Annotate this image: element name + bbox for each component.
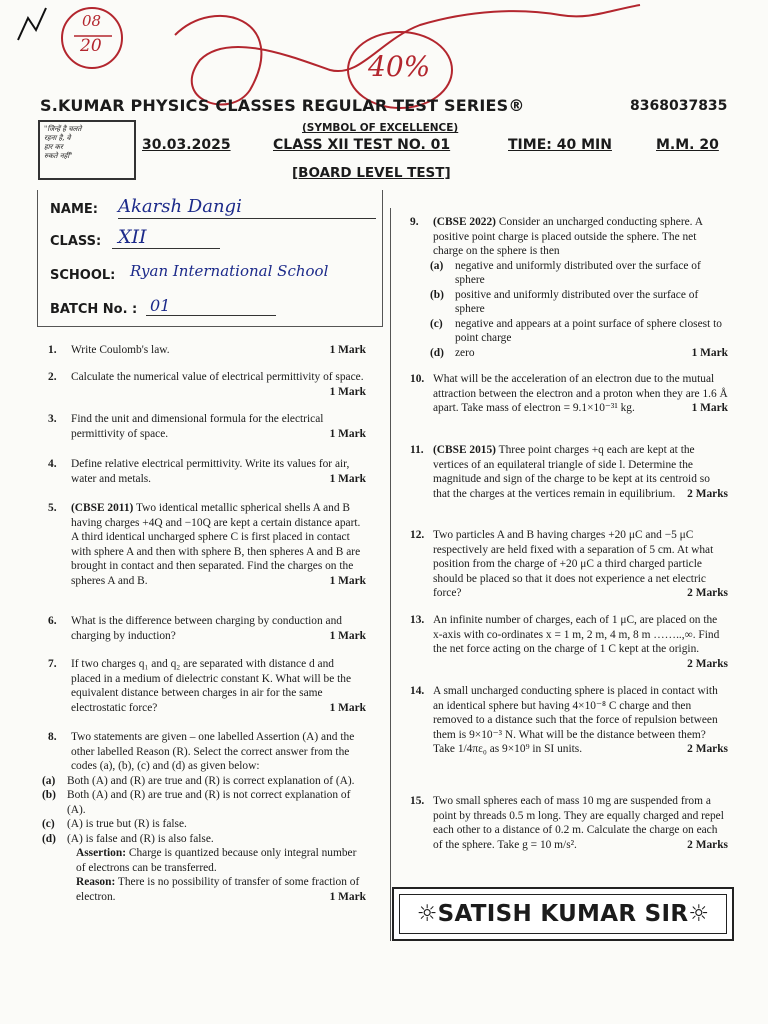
- student-school: Ryan International School: [130, 262, 329, 280]
- question-10: 10. What will be the acceleration of an electron due to the mutual attraction between the electron and a proton when they are 1.6 Å apart. Take mass of electron = 9.1×10⁻³¹ kg. 1 Mark: [410, 373, 728, 414]
- batch-label: BATCH No. :: [50, 302, 138, 317]
- batch-line: [146, 315, 276, 316]
- q8-option-d: (d) (A) is false and (R) is also false.: [42, 832, 214, 845]
- q8-option-a: (a) Both (A) and (R) are true and (R) is correct explanation of (A).: [42, 774, 355, 787]
- question-8: 8. Two statements are given – one labelled Assertion (A) and the other labelled Reason (R). Select the correct answer from the codes (a), (b), (c) and (d) as given below: (a) Both (A) and (R) are true and (R) is correct explanation of (A). (b) Both (A) and (R) are true and (R) is not correct explanation of (A). (c) (A) is true but (R) is false. (d) (A) is false and (R) is also false. Assertion: Charge is quantized because only integral number of electrons can be transferred. Reason: There is no possibility of transfer of some fraction of electron. 1 Mark: [42, 731, 366, 903]
- column-divider: [390, 208, 391, 941]
- max-marks: M.M. 20: [656, 137, 719, 153]
- class-label: CLASS:: [50, 234, 102, 249]
- question-11: 11. (CBSE 2015) Three point charges +q each are kept at the vertices of an equilateral triangle of side l. Determine the magnitude and sign of the charge to be kept at its centroid so that the charges at the vertices remain in equilibrium. 2 Marks: [410, 444, 728, 500]
- question-13: 13. An infinite number of charges, each of 1 μC, are placed on the x-axis with co-ordinates x = 1 m, 2 m, 4 m, 8 m ……..,∞. Find the net force acting on the charge of 1 C kept at the origin. 2 Marks: [410, 614, 728, 670]
- class-line: [112, 248, 220, 249]
- name-line: [118, 218, 376, 219]
- q8-option-b: (b) Both (A) and (R) are true and (R) is not correct explanation of (A).: [42, 789, 351, 816]
- student-name: Akarsh Dangi: [118, 196, 242, 217]
- q9-option-a: (a) negative and uniformly distributed over the surface of sphere: [430, 259, 701, 286]
- question-5: 5. (CBSE 2011) Two identical metallic spherical shells A and B having charges +4Q and −10Q are kept a certain distance apart. A third identical uncharged sphere C is first placed in contact with sphere A and then with sphere B, then spheres A and B are brought in contact and then separated. Find the charges on the spheres A and B. 1 Mark: [48, 502, 366, 587]
- test-date: 30.03.2025: [142, 137, 231, 153]
- question-6: 6. What is the difference between charging by conduction and charging by induction? 1 Mark: [48, 615, 366, 642]
- teacher-stamp: [392, 887, 734, 941]
- board-level-label: [BOARD LEVEL TEST]: [292, 165, 451, 181]
- test-number: CLASS XII TEST NO. 01: [273, 137, 451, 153]
- header-phone: 8368037835: [630, 98, 728, 114]
- score-obtained: 08: [82, 12, 102, 30]
- header-title: S.KUMAR PHYSICS CLASSES REGULAR TEST SERIES®: [40, 96, 525, 115]
- name-label: NAME:: [50, 202, 98, 217]
- question-9: 9. (CBSE 2022) Consider an uncharged conducting sphere. A positive point charge is placed outside the sphere. The net charge on the sphere is then (a) negative and uniformly distributed over the surface of sphere (b) positive and uniformly distributed over the surface of sphere (c) negative and appears at a point surface of sphere closest to point charge (d) zero 1 Mark: [410, 216, 728, 359]
- question-15: 15. Two small spheres each of mass 10 mg are suspended from a point by threads 0.5 m long. They are equally charged and repel each other to a distance of 0.2 m. Calculate the charge on each of the sphere. Take g = 10 m/s². 2 Marks: [410, 795, 728, 851]
- question-1: 1. 1 Mark Write Coulomb's law.: [48, 344, 366, 356]
- question-4: 4. Define relative electrical permittivity. Write its values for air, water and metals. 1 Mark: [48, 458, 366, 485]
- q9-option-d: (d) zero 1 Mark: [430, 346, 728, 359]
- percent-score: 40%: [368, 50, 431, 83]
- student-class: XII: [118, 226, 147, 248]
- question-12: 12. Two particles A and B having charges +20 μC and −5 μC respectively are held fixed with a separation of 5 cm. At what position from the charge of +20 μC a third charged particle should be placed so that it does not experience a net electric force? 2 Marks: [410, 529, 728, 599]
- question-7: 7. If two charges q₁ and q₂ are separated with distance d and placed in a medium of dielectric constant K. What will be the equivalent distance between charges in air for the same electrostatic force? 1 Mark: [48, 658, 366, 714]
- stamp-text: ☼SATISH KUMAR SIR☼: [399, 894, 727, 934]
- score-total: 20: [80, 36, 102, 56]
- motto-logo: "जिन्हें है चलते रहना है, वे हार कर रुकते नहीं": [38, 120, 136, 180]
- school-label: SCHOOL:: [50, 268, 116, 283]
- student-batch: 01: [150, 296, 171, 315]
- q8-option-c: (c) (A) is true but (R) is false.: [42, 818, 187, 830]
- question-14: 14. A small uncharged conducting sphere is placed in contact with an identical sphere but having 4×10⁻⁸ C charge and then removed to a distance such that the force of repulsion between them is 9×10⁻³ N. What will be the distance between them? Take 1/4πε₀ as 9×10⁹ in SI units. 2 Marks: [410, 685, 728, 755]
- header-symbol: (SYMBOL OF EXCELLENCE): [302, 122, 459, 134]
- check-mark: [18, 8, 46, 40]
- test-time: TIME: 40 MIN: [508, 137, 612, 153]
- q9-option-c: (c) negative and appears at a point surface of sphere closest to point charge: [430, 317, 722, 344]
- question-3: 3. Find the unit and dimensional formula for the electrical permittivity of space. 1 Mark: [48, 413, 366, 440]
- q9-option-b: (b) positive and uniformly distributed over the surface of sphere: [430, 288, 699, 315]
- question-2: 2. Calculate the numerical value of electrical permittivity of space. 1 Mark: [48, 371, 366, 398]
